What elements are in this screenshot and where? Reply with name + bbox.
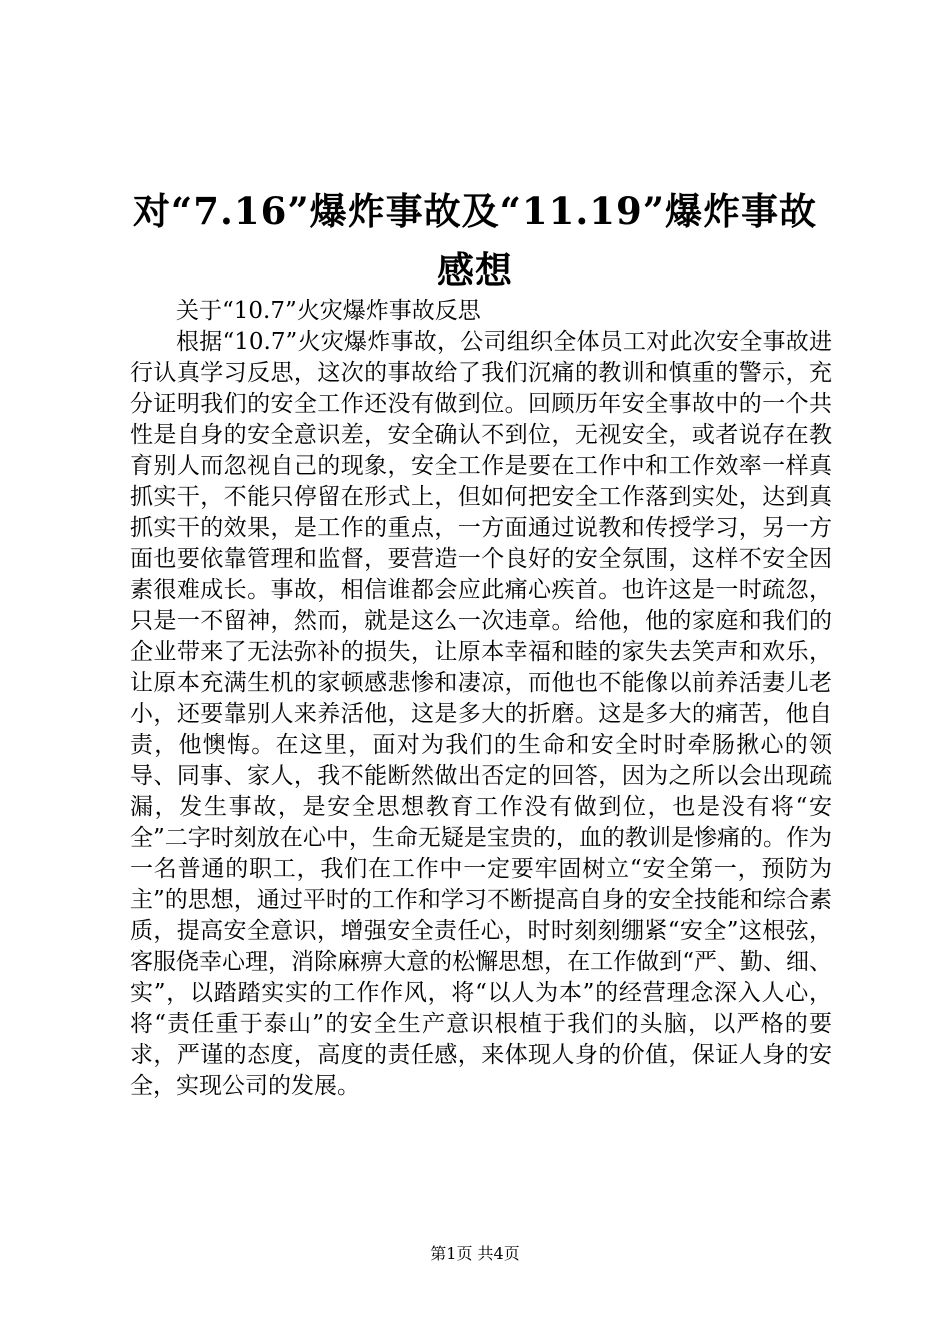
body-paragraph: 根据“10.7”火灾爆炸事故，公司组织全体员工对此次安全事故进行认真学习反思，这次的事故给了我们沉痛的教训和慎重的警示，充分证明我们的安全工作还没有做到位。回顾历年安全事故中的一个共性是自身的安全意识差，安全确认不到位，无视安全，或者说存在教育别人而忽视自己的现象，安全工作是要在工作中和工作效率一样真抓实干，不能只停留在形式上，但如何把安全工作落到实处，达到真抓实干的效果，是工作的重点，一方面通过说教和传授学习，另一方面也要依靠管理和监督，要营造一个良好的安全氛围，这样不安全因素很难成长。事故，相信谁都会应此痛心疾首。也许这是一时疏忽，只是一不留神，然而，就是这么一次违章。给他，他的家庭和我们的企业带来了无法弥补的损失，让原本幸福和睦的家失去笑声和欢乐，让原本充满生机的家顿感悲惨和凄凉，而他也不能像以前养活妻儿老小，还要靠别人来养活他，这是多大的折磨。这是多大的痛苦，他自责，他懊悔。在这里，面对为我们的生命和安全时时牵肠揪心的领导、同事、家人，我不能断然做出否定的回答，因为之所以会出现疏漏，发生事故，是安全思想教育工作没有做到位，也是没有将“安全”二字时刻放在心中，生命无疑是宝贵的，血的教训是惨痛的。作为一名普通的职工，我们在工作中一定要牢固树立“安全第一，预防为主”的思想，通过平时的工作和学习不断提高自身的安全技能和综合素质，提高安全意识，增强安全责任心，时时刻刻绷紧“安全”这根弦，客服侥幸心理，消除麻痹大意的松懈思想，在工作做到“严、勤、细、实”，以踏踏实实的工作作风，将“以人为本”的经营理念深入人心，将“责任重于泰山”的安全生产意识根植于我们的头脑，以严格的要求，严谨的态度，高度的责任感，来体现人身的价值，保证人身的安全，实现公司的发展。 xyxy=(130,329,832,1099)
document-subtitle: 关于“10.7”火灾爆炸事故反思 xyxy=(176,298,481,324)
document-body xyxy=(130,296,832,1102)
document-title: 对“7.16”爆炸事故及“11.19”爆炸事故感想 xyxy=(132,189,818,292)
page-footer: 第1页 共4页 xyxy=(430,1244,520,1263)
